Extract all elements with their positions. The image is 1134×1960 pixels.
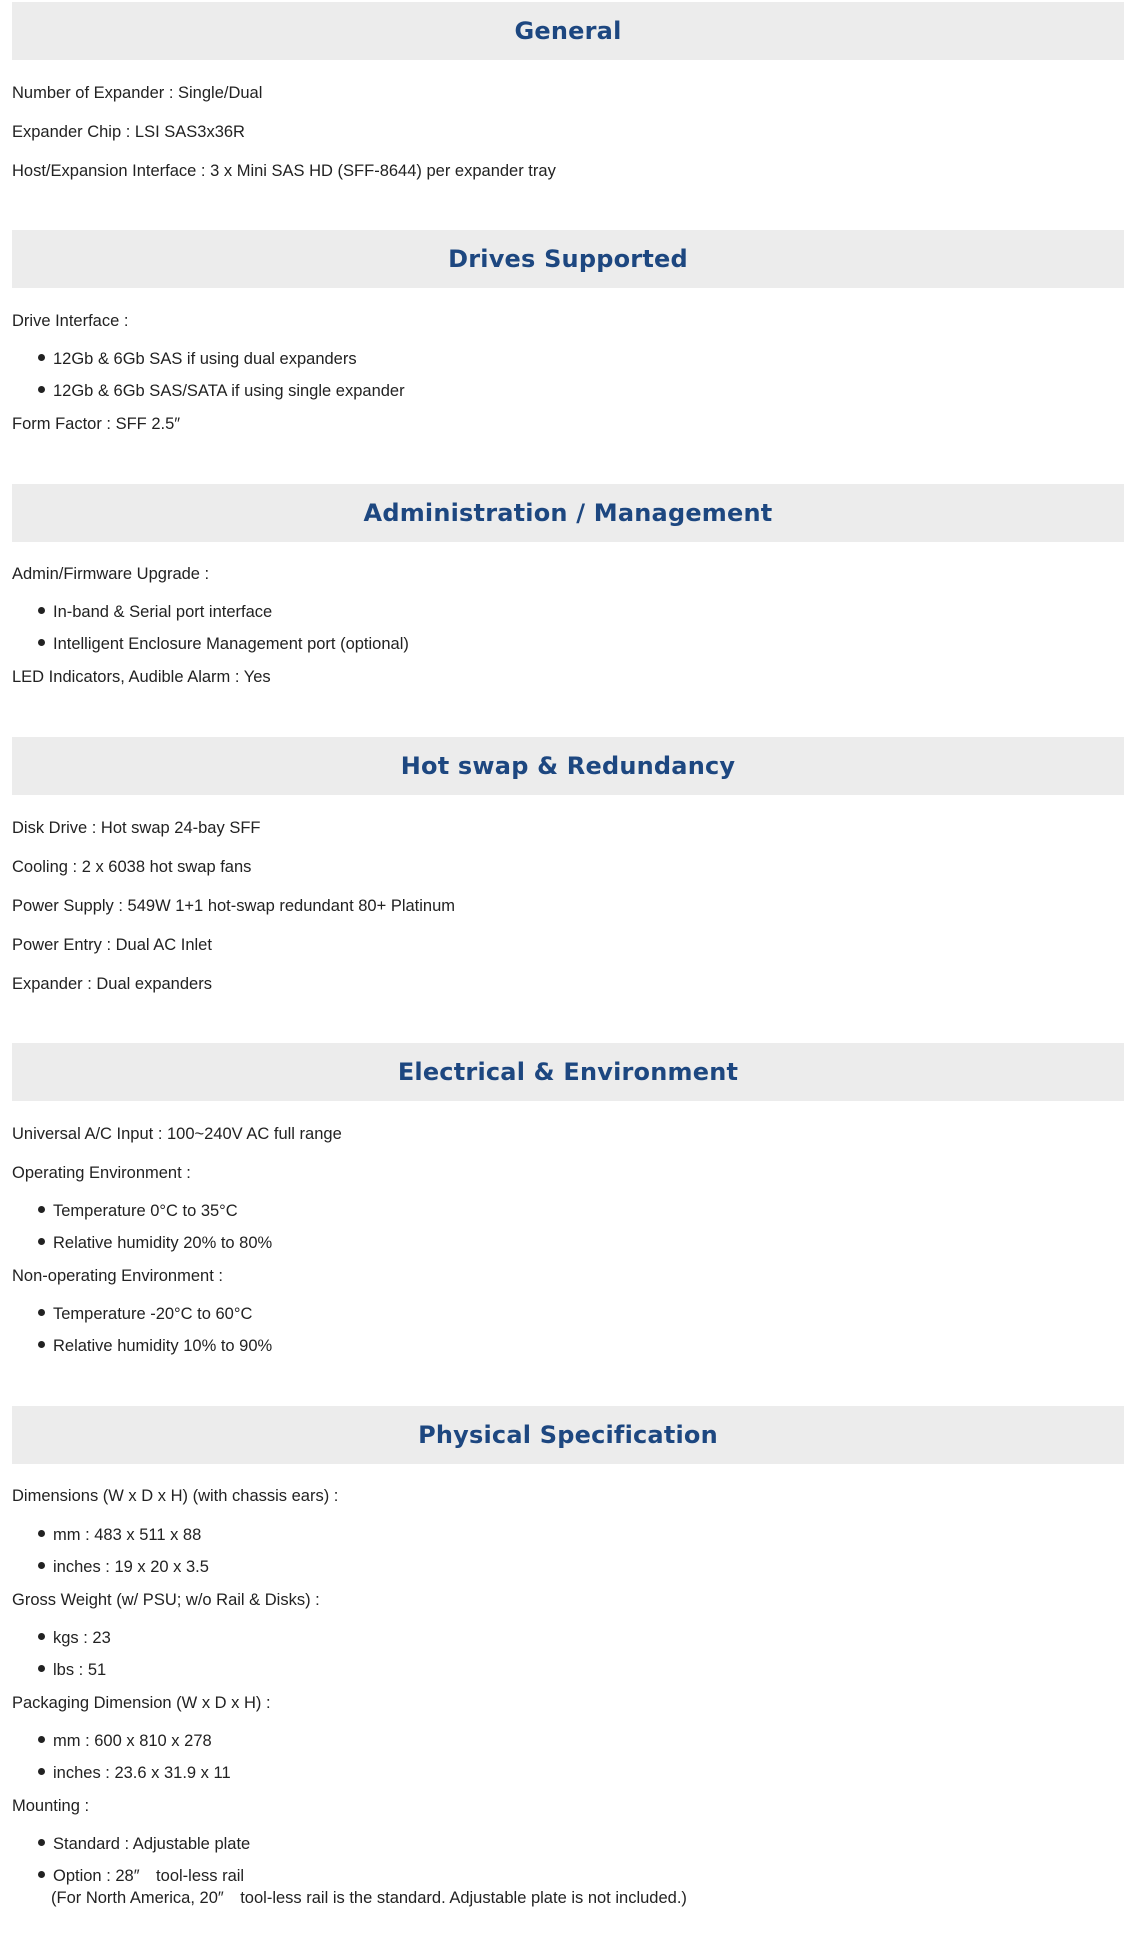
section-header-admin [12, 484, 1124, 542]
section-title: Administration / Management [363, 499, 773, 527]
section-header-drives [12, 230, 1124, 288]
section-title: General [514, 17, 622, 45]
spec-label: Non-operating Environment : [12, 1267, 223, 1285]
spec-label: Drive Interface : [12, 312, 129, 330]
spec-line: Expander Chip : LSI SAS3x36R [12, 123, 245, 141]
spec-line: Cooling : 2 x 6038 hot swap fans [12, 858, 252, 876]
list-item: Temperature -20°C to 60°C [38, 1304, 252, 1324]
spec-label: Gross Weight (w/ PSU; w/o Rail & Disks) : [12, 1591, 320, 1609]
list-item: kgs : 23 [38, 1628, 111, 1648]
list-item: inches : 19 x 20 x 3.5 [38, 1557, 209, 1577]
spec-line: Expander : Dual expanders [12, 975, 212, 993]
spec-label: Mounting : [12, 1797, 90, 1815]
list-item: Relative humidity 10% to 90% [38, 1336, 272, 1356]
mounting-note: (For North America, 20″ tool-less rail is the standard. Adjustable plate is not included.) [51, 1889, 687, 1907]
section-title: Drives Supported [448, 245, 688, 273]
section-header-physical [12, 1406, 1124, 1464]
list-item: lbs : 51 [38, 1660, 106, 1680]
spec-label: Packaging Dimension (W x D x H) : [12, 1694, 271, 1712]
list-item: Temperature 0°C to 35°C [38, 1201, 238, 1221]
bullet-icon [38, 1871, 45, 1878]
bullet-icon [38, 1736, 45, 1743]
list-item: 12Gb & 6Gb SAS if using dual expanders [38, 349, 357, 369]
list-item: mm : 600 x 810 x 278 [38, 1731, 212, 1751]
bullet-icon [38, 1665, 45, 1672]
spec-line: Universal A/C Input : 100~240V AC full range [12, 1125, 342, 1143]
section-header-general [12, 2, 1124, 60]
spec-line: Host/Expansion Interface : 3 x Mini SAS HD (SFF-8644) per expander tray [12, 162, 556, 180]
bullet-icon [38, 1206, 45, 1213]
bullet-icon [38, 1309, 45, 1316]
spec-label: Dimensions (W x D x H) (with chassis ears) : [12, 1487, 339, 1505]
list-item: mm : 483 x 511 x 88 [38, 1525, 201, 1545]
section-header-hotswap [12, 737, 1124, 795]
spec-label: Operating Environment : [12, 1164, 191, 1182]
spec-label: Admin/Firmware Upgrade : [12, 565, 210, 583]
section-title: Physical Specification [418, 1421, 718, 1449]
list-item: Standard : Adjustable plate [38, 1834, 250, 1854]
bullet-icon [38, 1530, 45, 1537]
list-item: inches : 23.6 x 31.9 x 11 [38, 1763, 231, 1783]
spec-line: Number of Expander : Single/Dual [12, 84, 263, 102]
bullet-icon [38, 1238, 45, 1245]
bullet-icon [38, 354, 45, 361]
spec-line: Power Entry : Dual AC Inlet [12, 936, 212, 954]
list-item: In-band & Serial port interface [38, 602, 272, 622]
bullet-icon [38, 607, 45, 614]
spec-line: LED Indicators, Audible Alarm : Yes [12, 668, 271, 686]
bullet-icon [38, 1768, 45, 1775]
list-item: Intelligent Enclosure Management port (optional) [38, 634, 409, 654]
list-item: Option : 28″ tool-less rail [38, 1866, 244, 1886]
bullet-icon [38, 1633, 45, 1640]
list-item: Relative humidity 20% to 80% [38, 1233, 272, 1253]
bullet-icon [38, 639, 45, 646]
section-title: Electrical & Environment [397, 1058, 739, 1086]
spec-line: Disk Drive : Hot swap 24-bay SFF [12, 819, 261, 837]
section-header-electrical [12, 1043, 1124, 1101]
spec-line: Power Supply : 549W 1+1 hot-swap redundant 80+ Platinum [12, 897, 456, 915]
bullet-icon [38, 1341, 45, 1348]
bullet-icon [38, 386, 45, 393]
bullet-icon [38, 1839, 45, 1846]
spec-line: Form Factor : SFF 2.5″ [12, 415, 181, 433]
bullet-icon [38, 1562, 45, 1569]
list-item: 12Gb & 6Gb SAS/SATA if using single expander [38, 381, 405, 401]
section-title: Hot swap & Redundancy [400, 752, 736, 780]
